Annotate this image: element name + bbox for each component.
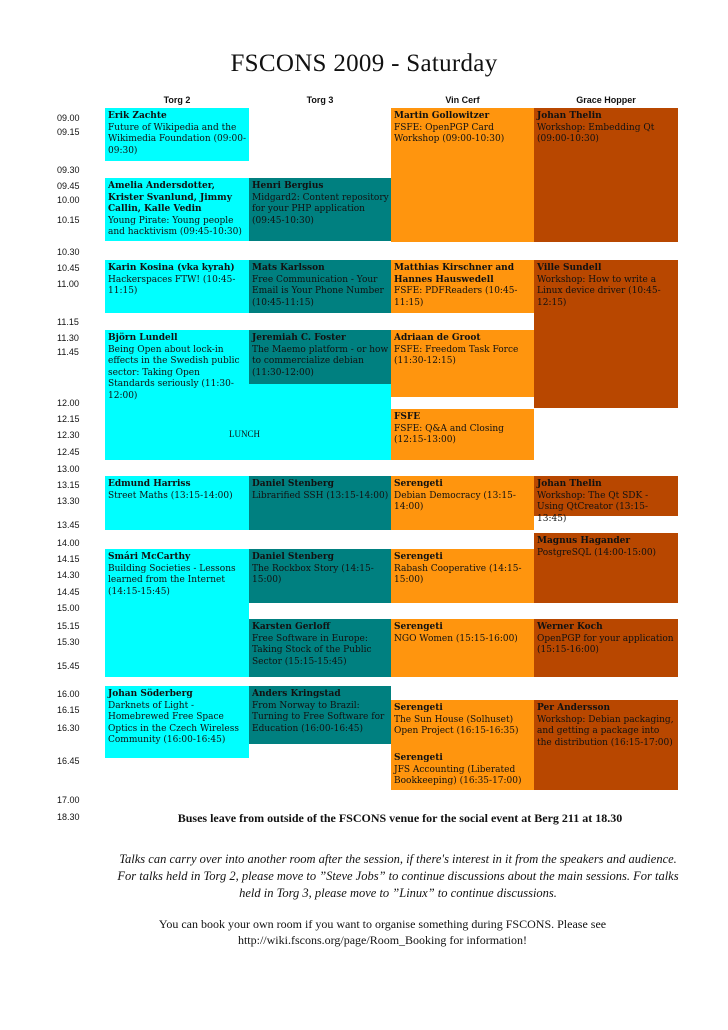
speaker-name: Johan Thelin bbox=[537, 111, 602, 121]
speaker-name: Daniel Stenberg bbox=[252, 552, 334, 562]
speaker-name: Serengeti bbox=[394, 753, 443, 763]
time-label: 09.30 bbox=[57, 165, 80, 175]
session-cell bbox=[391, 700, 534, 748]
session-cell bbox=[391, 409, 534, 460]
session-title: NGO Women (15:15-16:00) bbox=[394, 633, 518, 644]
time-label: 18.30 bbox=[57, 812, 80, 822]
time-label: 15.30 bbox=[57, 637, 80, 647]
session-cell bbox=[249, 260, 391, 313]
speaker-name: Magnus Hagander bbox=[537, 536, 631, 546]
speaker-name: Martin Gollowitzer bbox=[394, 111, 490, 121]
session-title: Debian Democracy (13:15-14:00) bbox=[394, 490, 516, 512]
time-label: 11.15 bbox=[57, 317, 79, 327]
session-title: FSFE: Freedom Task Force (11:30-12:15) bbox=[394, 344, 519, 366]
time-label: 15.00 bbox=[57, 603, 80, 613]
session-cell bbox=[249, 178, 391, 241]
session-title: The Rockbox Story (14:15-15:00) bbox=[252, 563, 374, 585]
time-label: 13.00 bbox=[57, 464, 80, 474]
speaker-name: Björn Lundell bbox=[108, 333, 178, 343]
speaker-name: Edmund Harriss bbox=[108, 479, 191, 489]
speaker-name: Erik Zachte bbox=[108, 111, 167, 121]
session-title: Free Communication - Your Email is Your Phone Number (10:45-11:15) bbox=[252, 274, 384, 308]
session-cell bbox=[534, 108, 678, 168]
time-label: 17.00 bbox=[57, 795, 80, 805]
session-cell bbox=[534, 260, 678, 313]
session-title: The Sun House (Solhuset) Open Project (16:15-16:35) bbox=[394, 714, 519, 736]
time-label: 13.15 bbox=[57, 480, 80, 490]
session-cell bbox=[391, 330, 534, 384]
speaker-name: Amelia Andersdotter, Krister Svanlund, Jimmy Callin, Kalle Vedin bbox=[108, 181, 232, 214]
speaker-name: Mats Karlsson bbox=[252, 263, 325, 273]
room-booking-note: You can book your own room if you want to organise something during FSCONS. Please see http://wiki.fscons.org/page/Room_Booking for information! bbox=[158, 917, 607, 947]
time-label: 12.30 bbox=[57, 430, 80, 440]
session-cell bbox=[105, 686, 249, 758]
speaker-name: Johan Söderberg bbox=[108, 689, 193, 699]
session-title: Street Maths (13:15-14:00) bbox=[108, 490, 233, 501]
session-title: The Maemo platform - or how to commercialize debian (11:30-12:00) bbox=[252, 344, 389, 378]
session-title: OpenPGP for your application (15:15-16:00) bbox=[537, 633, 674, 655]
speaker-name: Karsten Gerloff bbox=[252, 622, 330, 632]
session-cell bbox=[249, 330, 391, 384]
session-title: Workshop: Embedding Qt (09:00-10:30) bbox=[537, 122, 655, 144]
session-title: Librarified SSH (13:15-14:00) bbox=[252, 490, 389, 501]
session-title: Free Software in Europe: Taking Stock of the Public Sector (15:15-15:45) bbox=[252, 633, 372, 667]
speaker-name: Werner Koch bbox=[537, 622, 603, 632]
room-header-torg2: Torg 2 bbox=[163, 95, 191, 105]
speaker-name: Ville Sundell bbox=[537, 263, 602, 273]
time-label: 16.00 bbox=[57, 689, 80, 699]
room-header-grace-hopper: Grace Hopper bbox=[576, 95, 636, 105]
time-label: 10.45 bbox=[57, 263, 80, 273]
time-label: 10.00 bbox=[57, 195, 80, 205]
session-cell bbox=[534, 619, 678, 677]
speaker-name: Smári McCarthy bbox=[108, 552, 191, 562]
session-title: Hackerspaces FTW! (10:45-11:15) bbox=[108, 274, 236, 296]
time-label: 16.30 bbox=[57, 723, 80, 733]
session-cell bbox=[391, 750, 534, 790]
session-title: Young Pirate: Young people and hacktivism (09:45-10:30) bbox=[108, 215, 242, 237]
session-cell bbox=[391, 549, 534, 603]
speaker-name: Adriaan de Groot bbox=[394, 333, 481, 343]
time-label: 12.45 bbox=[57, 447, 80, 457]
session-title: JFS Accounting (Liberated Bookkeeping) (16:35-17:00) bbox=[394, 764, 522, 786]
time-label: 14.30 bbox=[57, 570, 80, 580]
session-cell bbox=[105, 260, 249, 313]
session-cell bbox=[105, 108, 249, 161]
speaker-name: Karin Kosina (vka kyrah) bbox=[108, 263, 235, 273]
time-label: 13.30 bbox=[57, 496, 80, 506]
session-cell bbox=[249, 549, 391, 603]
speaker-name: Serengeti bbox=[394, 479, 443, 489]
session-cell bbox=[534, 533, 678, 573]
time-label: 10.30 bbox=[57, 247, 80, 257]
time-label: 09.00 bbox=[57, 113, 80, 123]
session-title: Building Societies - Lessons learned from the Internet (14:15-15:45) bbox=[108, 563, 236, 597]
time-label: 09.45 bbox=[57, 181, 80, 191]
session-cell bbox=[249, 619, 391, 677]
session-title: FSFE: OpenPGP Card Workshop (09:00-10:30) bbox=[394, 122, 505, 144]
time-label: 16.15 bbox=[57, 705, 80, 715]
session-cell bbox=[391, 619, 534, 677]
time-label: 11.45 bbox=[57, 347, 79, 357]
time-label: 14.00 bbox=[57, 538, 80, 548]
room-header-torg3: Torg 3 bbox=[306, 95, 334, 105]
session-cell bbox=[105, 549, 249, 609]
session-cell bbox=[105, 476, 249, 516]
time-label: 12.15 bbox=[57, 414, 80, 424]
session-cell bbox=[105, 330, 249, 401]
speaker-name: Matthias Kirschner and Hannes Hauswedell bbox=[394, 263, 514, 285]
speaker-name: Serengeti bbox=[394, 622, 443, 632]
time-label: 11.00 bbox=[57, 279, 79, 289]
speaker-name: Serengeti bbox=[394, 703, 443, 713]
time-label: 10.15 bbox=[57, 215, 80, 225]
session-cell bbox=[249, 476, 391, 516]
time-label: 15.15 bbox=[57, 621, 80, 631]
speaker-name: Henri Bergius bbox=[252, 181, 324, 191]
session-title: FSFE: Q&A and Closing (12:15-13:00) bbox=[394, 423, 504, 445]
session-title: Workshop: Debian packaging, and getting a package into the distribution (16:15-17:00) bbox=[537, 714, 674, 748]
session-title: Workshop: The Qt SDK - Using QtCreator (13:15-13:45) bbox=[537, 490, 649, 524]
lunch-label: LUNCH bbox=[229, 429, 260, 439]
session-title: Midgard2: Content repository for your PHP application (09:45-10:30) bbox=[252, 192, 389, 226]
speaker-name: Jeremiah C. Foster bbox=[252, 333, 346, 343]
time-label: 14.15 bbox=[57, 554, 80, 564]
speaker-name: Per Andersson bbox=[537, 703, 611, 713]
page-title: FSCONS 2009 - Saturday bbox=[230, 50, 498, 77]
speaker-name: Daniel Stenberg bbox=[252, 479, 334, 489]
session-cell bbox=[534, 700, 678, 760]
session-cell bbox=[249, 686, 391, 744]
carry-over-note: Talks can carry over into another room after the session, if there's interest in it from the speakers and audience. For talks held in Torg 2, please move to ”Steve Jobs” to continue discussions about the main sessions. For talks held in Torg 3, please move to ”Linux” to continue discussions. bbox=[117, 852, 679, 900]
time-label: 11.30 bbox=[57, 333, 79, 343]
session-title: Future of Wikipedia and the Wikimedia Foundation (09:00-09:30) bbox=[108, 122, 246, 156]
session-title: Workshop: How to write a Linux device driver (10:45-12:15) bbox=[537, 274, 661, 308]
time-label: 14.45 bbox=[57, 587, 80, 597]
session-title: PostgreSQL (14:00-15:00) bbox=[537, 547, 657, 558]
session-cell bbox=[534, 476, 678, 524]
room-header-vin-cerf: Vin Cerf bbox=[445, 95, 480, 105]
session-title: Darknets of Light - Homebrewed Free Space Optics in the Czech Wireless Community (16:00-16:45) bbox=[108, 700, 239, 745]
speaker-name: Anders Kringstad bbox=[252, 689, 341, 699]
session-title: From Norway to Brazil: Turning to Free Software for Education (16:00-16:45) bbox=[252, 700, 385, 734]
time-label: 16.45 bbox=[57, 756, 80, 766]
speaker-name: Serengeti bbox=[394, 552, 443, 562]
time-label: 13.45 bbox=[57, 520, 80, 530]
time-label: 12.00 bbox=[57, 398, 80, 408]
time-label: 09.15 bbox=[57, 127, 80, 137]
session-title: Being Open about lock-in effects in the Swedish public sector: Taking Open Standards seriously (11:30-12:00) bbox=[108, 344, 240, 401]
speaker-name: Johan Thelin bbox=[537, 479, 602, 489]
session-title: FSFE: PDFReaders (10:45-11:15) bbox=[394, 286, 518, 308]
time-label: 15.45 bbox=[57, 661, 80, 671]
buses-notice: Buses leave from outside of the FSCONS venue for the social event at Berg 211 at 18.30 bbox=[177, 811, 623, 825]
session-cell bbox=[391, 476, 534, 516]
speaker-name: FSFE bbox=[394, 412, 421, 422]
session-cell bbox=[105, 178, 249, 241]
session-cell bbox=[391, 260, 534, 313]
session-cell bbox=[391, 108, 534, 168]
session-title: Rabash Cooperative (14:15-15:00) bbox=[394, 563, 522, 585]
